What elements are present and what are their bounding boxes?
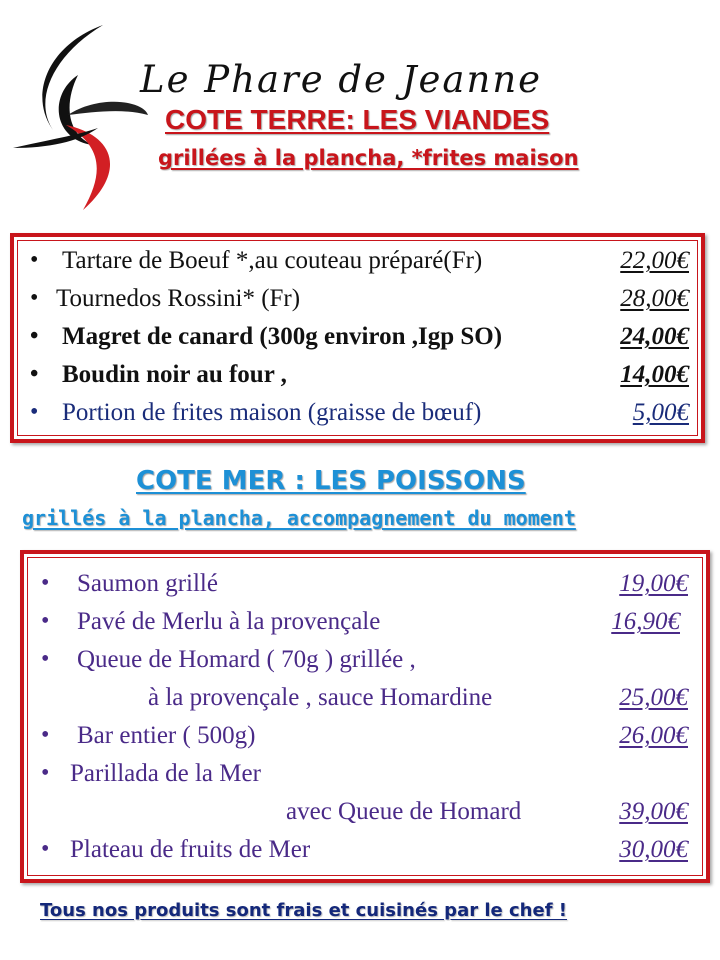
menu-item: [24, 570, 706, 606]
item-name: Magret de canard (300g environ ,Igp SO): [62, 323, 503, 350]
menu-item: [24, 608, 706, 644]
bullet: •: [30, 247, 39, 273]
item-price: 16,90€: [611, 608, 680, 635]
menu-item: [14, 323, 701, 359]
menu-item: [24, 646, 706, 682]
bullet: •: [41, 722, 50, 748]
bullet: •: [41, 836, 50, 862]
item-name-line2: avec Queue de Homard: [286, 798, 522, 825]
menu-item: [14, 361, 701, 397]
menu-item: [24, 836, 706, 872]
menu-item: [14, 399, 701, 435]
item-name: Queue de Homard ( 70g ) grillée ,: [77, 646, 416, 673]
bullet: •: [41, 570, 50, 596]
menu-item-continued: [24, 684, 706, 720]
mer-section-subtitle: grillés à la plancha, accompagnement du moment: [22, 506, 576, 530]
item-price: 24,00€: [620, 323, 689, 350]
item-name: Pavé de Merlu à la provençale: [77, 608, 381, 635]
item-price: 26,00€: [619, 722, 688, 749]
mer-section-title: COTE MER : LES POISSONS: [136, 466, 526, 496]
menu-item: [24, 722, 706, 758]
item-name-line2: à la provençale , sauce Homardine: [148, 684, 493, 711]
item-name: Boudin noir au four ,: [62, 361, 287, 388]
item-price: 28,00€: [620, 285, 689, 312]
bullet: •: [30, 399, 39, 425]
lighthouse-swirl-logo-icon: [8, 20, 158, 215]
item-price: 22,00€: [620, 247, 689, 274]
menu-item: [14, 247, 701, 283]
item-price: 14,00€: [620, 361, 689, 388]
terre-menu-box: [10, 233, 705, 443]
item-name: Saumon grillé: [77, 570, 218, 597]
item-name: Tournedos Rossini* (Fr): [56, 285, 301, 312]
brand-title: Le Phare de Jeanne: [140, 58, 543, 101]
bullet: •: [41, 608, 50, 634]
item-name: Parillada de la Mer: [70, 760, 261, 787]
footer-note: Tous nos produits sont frais et cuisinés par le chef !: [40, 900, 568, 921]
terre-section-subtitle: grillées à la plancha, *frites maison: [158, 146, 579, 170]
bullet: •: [30, 323, 39, 349]
bullet: •: [30, 285, 39, 311]
item-price: 19,00€: [619, 570, 688, 597]
menu-item: [14, 285, 701, 321]
item-price: 30,00€: [619, 836, 688, 863]
item-name: Plateau de fruits de Mer: [70, 836, 311, 863]
mer-menu-box: [20, 550, 710, 883]
item-name: Bar entier ( 500g): [77, 722, 256, 749]
item-price: 39,00€: [619, 798, 688, 825]
bullet: •: [41, 646, 50, 672]
item-price: 25,00€: [619, 684, 688, 711]
item-name: Tartare de Boeuf *,au couteau préparé(Fr): [62, 247, 483, 274]
item-price: 5,00€: [632, 399, 689, 426]
menu-item: [24, 760, 706, 796]
terre-section-title: COTE TERRE: LES VIANDES: [165, 104, 550, 135]
bullet: •: [41, 760, 50, 786]
menu-item-continued: [24, 798, 706, 834]
bullet: •: [30, 361, 39, 387]
item-name: Portion de frites maison (graisse de bœuf): [62, 399, 482, 426]
